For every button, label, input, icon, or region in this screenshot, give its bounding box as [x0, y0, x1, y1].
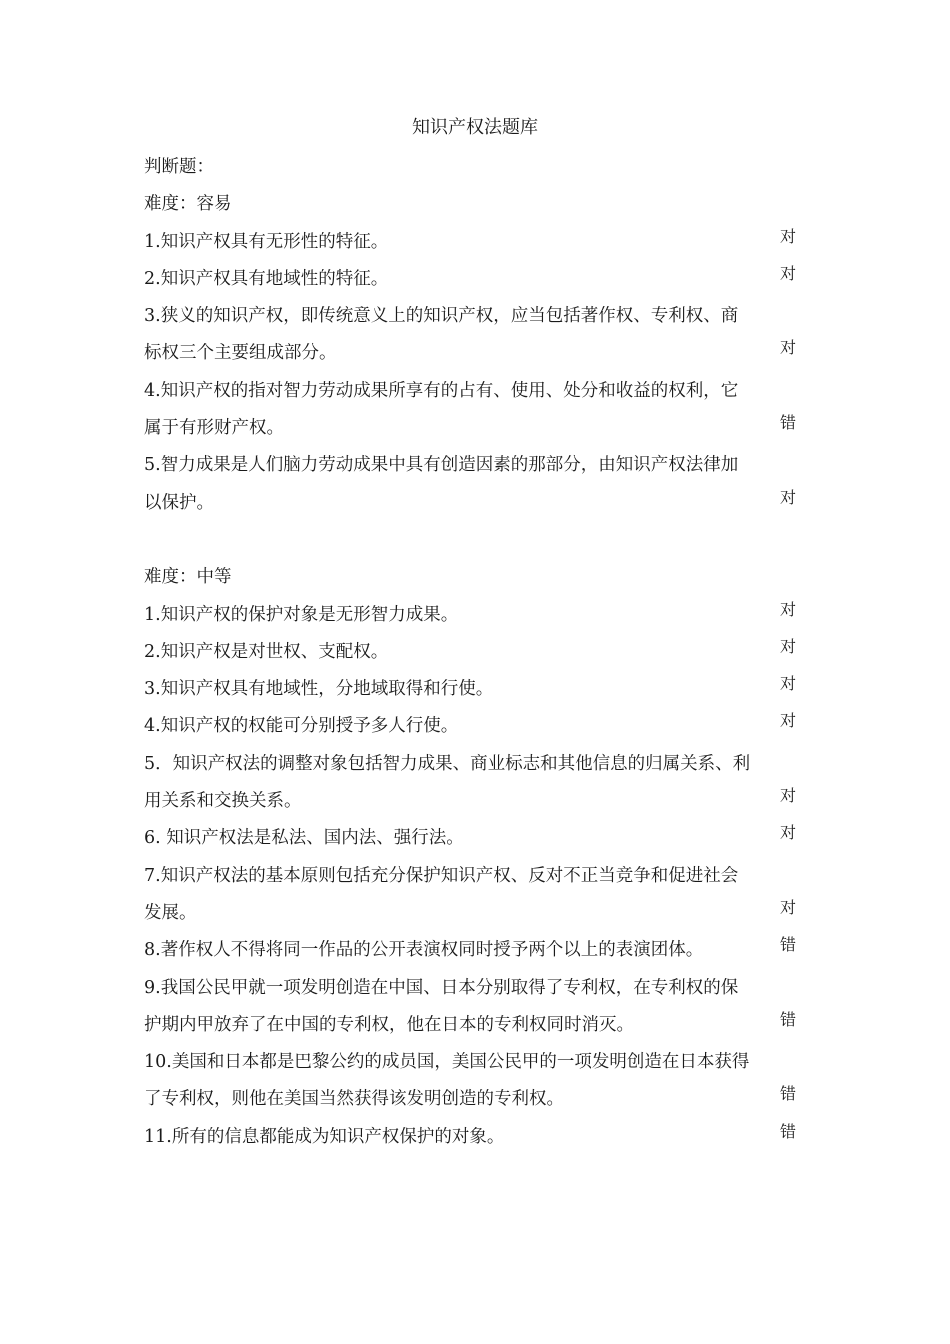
answer-mark: 错: [779, 1121, 796, 1141]
document-body: [144, 149, 807, 1156]
question-text-line: 标权三个主要组成部分。: [144, 343, 337, 364]
question-text-line: 8.著作权人不得将同一作品的公开表演权同时授予两个以上的表演团体。: [144, 940, 704, 961]
section-heading: 判断题：: [144, 157, 214, 177]
question-text-line: 4.知识产权的指对智力劳动成果所享有的占有、使用、处分和收益的权利，它: [144, 380, 739, 401]
question-text-line: 4.知识产权的权能可分别授予多人行使。: [144, 716, 459, 737]
question-item: [144, 970, 807, 1045]
answer-mark: 对: [779, 823, 796, 843]
question-text-line: 用关系和交换关系。: [144, 791, 302, 812]
question-text-line: 5．知识产权法的调整对象包括智力成果、商业标志和其他信息的归属关系、利: [144, 753, 751, 774]
answer-mark: 对: [779, 599, 796, 619]
question-item: [144, 634, 807, 671]
answer-mark: 对: [779, 487, 796, 507]
question-item: [144, 746, 807, 821]
question-item: [144, 820, 807, 857]
question-text-line: 2.知识产权具有地域性的特征。: [144, 268, 389, 289]
question-item: [144, 1119, 807, 1156]
answer-mark: 错: [779, 935, 796, 955]
question-text-line: 9.我国公民甲就一项发明创造在中国、日本分别取得了专利权，在专利权的保: [144, 977, 739, 998]
question-last-line: [144, 634, 807, 671]
question-item: [144, 261, 807, 298]
question-text-line: 1.知识产权的保护对象是无形智力成果。: [144, 604, 459, 625]
question-item: [144, 298, 807, 373]
answer-mark: 对: [779, 636, 796, 656]
medium-question-list: [144, 597, 807, 1156]
question-last-line: [144, 485, 807, 522]
question-text-line: 3.知识产权具有地域性，分地域取得和行使。: [144, 679, 494, 700]
question-text-line: 发展。: [144, 902, 197, 923]
question-last-line: [144, 895, 807, 932]
question-last-line: [144, 671, 807, 708]
answer-mark: 错: [779, 1009, 796, 1029]
question-last-line: [144, 597, 807, 634]
question-text-line: 属于有形财产权。: [144, 418, 284, 439]
question-item: [144, 671, 807, 708]
answer-mark: 错: [779, 1084, 796, 1104]
question-last-line: [144, 335, 807, 372]
question-last-line: [144, 1007, 807, 1044]
question-text-line: 1.知识产权具有无形性的特征。: [144, 231, 389, 252]
question-item: [144, 373, 807, 448]
answer-mark: 对: [779, 263, 796, 283]
question-last-line: [144, 261, 807, 298]
answer-mark: 对: [779, 711, 796, 731]
easy-question-list: [144, 224, 807, 522]
question-text-line: 2.知识产权是对世权、支配权。: [144, 641, 389, 662]
question-text-line: 11.所有的信息都能成为知识产权保护的对象。: [144, 1126, 505, 1147]
question-text-line: 6. 知识产权法是私法、国内法、强行法。: [144, 828, 464, 849]
answer-mark: 对: [779, 786, 796, 806]
question-text-line: 护期内甲放弃了在中国的专利权，他在日本的专利权同时消灭。: [144, 1014, 634, 1035]
answer-mark: 对: [779, 897, 796, 917]
question-item: [144, 1044, 807, 1119]
question-last-line: [144, 932, 807, 969]
question-last-line: [144, 820, 807, 857]
question-item: [144, 932, 807, 969]
question-item: [144, 224, 807, 261]
answer-mark: 对: [779, 338, 796, 358]
question-last-line: [144, 1119, 807, 1156]
question-last-line: [144, 1081, 807, 1118]
page-title: 知识产权法题库: [412, 117, 538, 138]
spacer: [144, 522, 807, 559]
question-item: [144, 597, 807, 634]
question-item: [144, 708, 807, 745]
answer-mark: 对: [779, 226, 796, 246]
question-item: [144, 447, 807, 522]
difficulty-medium-label: 难度：中等: [144, 567, 232, 588]
question-text-line: 3.狭义的知识产权，即传统意义上的知识产权，应当包括著作权、专利权、商: [144, 306, 739, 327]
question-text-line: 10.美国和日本都是巴黎公约的成员国，美国公民甲的一项发明创造在日本获得: [144, 1052, 750, 1073]
answer-mark: 错: [779, 413, 796, 433]
difficulty-easy-label: 难度：容易: [144, 194, 232, 215]
question-text-line: 7.知识产权法的基本原则包括充分保护知识产权、反对不正当竞争和促进社会: [144, 865, 739, 886]
question-last-line: [144, 410, 807, 447]
question-item: [144, 858, 807, 933]
question-last-line: [144, 708, 807, 745]
question-last-line: [144, 224, 807, 261]
question-text-line: 了专利权，则他在美国当然获得该发明创造的专利权。: [144, 1089, 564, 1110]
question-last-line: [144, 783, 807, 820]
question-text-line: 5.智力成果是人们脑力劳动成果中具有创造因素的那部分，由知识产权法律加: [144, 455, 739, 476]
answer-mark: 对: [779, 674, 796, 694]
question-text-line: 以保护。: [144, 492, 214, 513]
